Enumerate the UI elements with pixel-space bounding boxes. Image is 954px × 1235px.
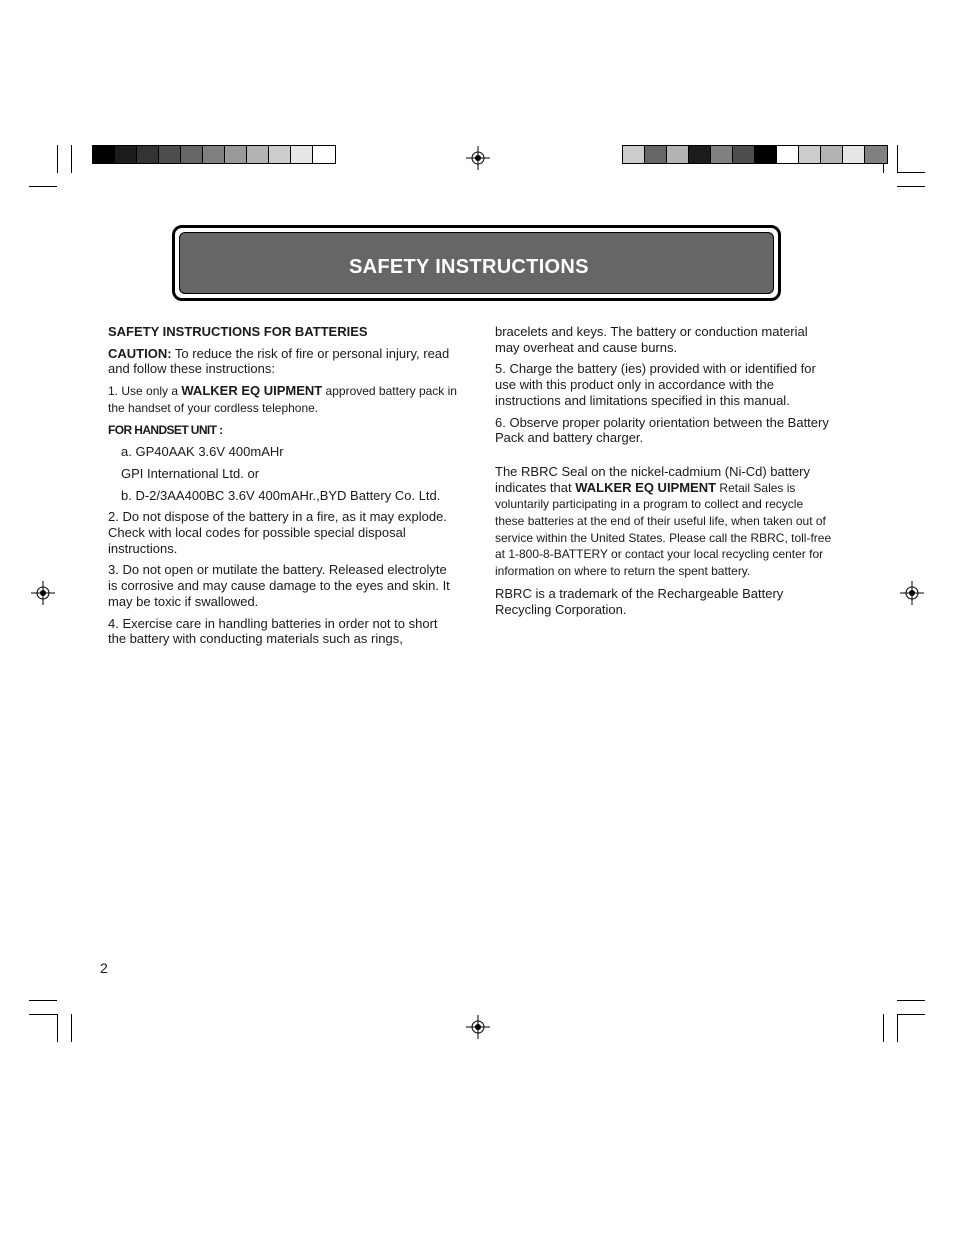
color-swatch — [843, 146, 865, 163]
left-column — [108, 324, 458, 653]
color-swatch — [159, 146, 181, 163]
color-calibration-bar-left — [92, 145, 336, 164]
instruction-item-2: 2. Do not dispose of the battery in a fire, as it may explode. Check with local codes for possible special disposal instructions. — [108, 509, 447, 556]
section-heading: SAFETY INSTRUCTIONS FOR BATTERIES — [108, 324, 368, 339]
instruction-item-6: 6. Observe proper polarity orientation between the Battery Pack and battery charger. — [495, 414, 829, 446]
brand-name: WALKER EQ UIPMENT — [181, 383, 323, 399]
caution-text: To reduce the risk of fire or personal injury, read and follow these instructions: — [108, 345, 450, 377]
color-swatch — [689, 146, 711, 163]
handset-label: FOR HANDSET UNIT : — [108, 422, 223, 437]
caution-label: CAUTION: — [108, 345, 172, 361]
crop-mark — [57, 145, 58, 173]
crop-mark — [57, 1014, 58, 1042]
crop-mark — [29, 186, 57, 187]
color-swatch — [247, 146, 269, 163]
battery-option-a: a. GP40AAK 3.6V 400mAHr — [121, 444, 284, 460]
color-swatch — [291, 146, 313, 163]
instruction-item-4: 4. Exercise care in handling batteries in order not to short the battery with conducting materials such as rings, — [108, 615, 438, 647]
crop-mark — [897, 186, 925, 187]
crop-mark — [897, 145, 898, 173]
registration-target-icon — [900, 581, 924, 605]
item1-suffix: approved battery pack in the handset of your cordless telephone. — [108, 384, 457, 415]
color-swatch — [115, 146, 137, 163]
item1-prefix: 1. Use only a — [108, 384, 182, 399]
rbrc-paragraph — [495, 464, 835, 580]
color-swatch — [137, 146, 159, 163]
color-swatch — [799, 146, 821, 163]
crop-mark — [883, 1014, 884, 1042]
instruction-item-4-continued: bracelets and keys. The battery or conduction material may overheat and cause burns. — [495, 324, 808, 355]
crop-mark — [897, 172, 925, 173]
crop-mark — [29, 1014, 57, 1015]
crop-mark — [897, 1014, 925, 1015]
color-swatch — [181, 146, 203, 163]
color-swatch — [93, 146, 115, 163]
color-swatch — [313, 146, 335, 163]
registration-target-icon — [31, 581, 55, 605]
registration-target-icon — [466, 1015, 490, 1039]
page-title: SAFETY INSTRUCTIONS — [349, 256, 589, 278]
trademark-note: RBRC is a trademark of the Rechargeable Battery Recycling Corporation. — [495, 585, 784, 617]
color-swatch — [225, 146, 247, 163]
color-swatch — [269, 146, 291, 163]
brand-name: WALKER EQ UIPMENT — [575, 479, 717, 495]
color-swatch — [711, 146, 733, 163]
battery-option-a-maker: GPI International Ltd. or — [121, 465, 260, 481]
color-swatch — [777, 146, 799, 163]
crop-mark — [897, 1000, 925, 1001]
instruction-item-1 — [108, 383, 458, 416]
caution-paragraph — [108, 346, 458, 377]
color-swatch — [667, 146, 689, 163]
instruction-item-3: 3. Do not open or mutilate the battery. Released electrolyte is corrosive and may cause damage to the eyes and skin. It may be toxic if swallowed. — [108, 562, 450, 609]
color-swatch — [623, 146, 645, 163]
page-number: 2 — [100, 960, 108, 976]
color-swatch — [821, 146, 843, 163]
crop-mark — [29, 1000, 57, 1001]
right-column — [495, 324, 835, 623]
color-swatch — [645, 146, 667, 163]
color-swatch — [755, 146, 777, 163]
color-swatch — [203, 146, 225, 163]
crop-mark — [71, 1014, 72, 1042]
rbrc-prefix: The RBRC Seal on the nickel-cadmium (Ni-Cd) battery indicates that — [495, 463, 810, 495]
rbrc-suffix: Retail Sales is voluntarily participating in a program to collect and recycle these batteries at the end of their useful life, when taken out of service within the United States. Please call the RBRC, toll-free at 1-800-8-BATTERY or contact your local recycling center for information on where to return the spent battery. — [495, 480, 832, 579]
registration-target-icon — [466, 146, 490, 170]
battery-option-b: b. D-2/3AA400BC 3.6V 400mAHr.,BYD Battery Co. Ltd. — [121, 487, 441, 503]
color-swatch — [865, 146, 887, 163]
color-calibration-bar-right — [622, 145, 888, 164]
color-swatch — [733, 146, 755, 163]
header-banner — [172, 225, 781, 301]
instruction-item-5: 5. Charge the battery (ies) provided with or identified for use with this product only in accordance with the instructions and limitations specified in this manual. — [495, 361, 816, 408]
header-banner-fill — [179, 232, 774, 294]
crop-mark — [71, 145, 72, 173]
crop-mark — [897, 1014, 898, 1042]
